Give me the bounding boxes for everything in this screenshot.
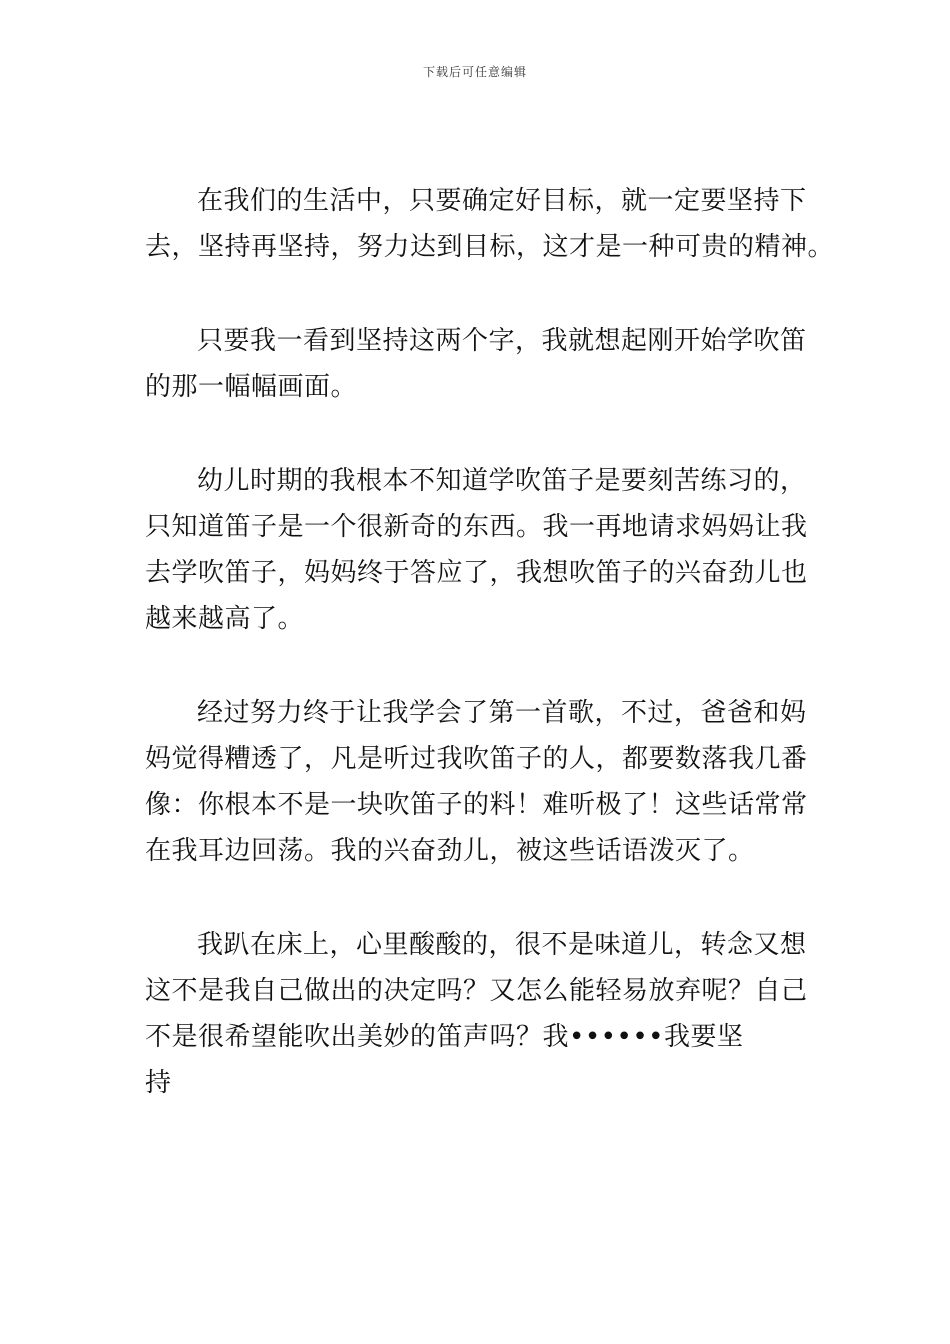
paragraph-line: 在我们的生活中，只要确定好目标，就一定要坚持下 xyxy=(197,186,807,216)
paragraph-3 xyxy=(145,458,810,642)
paragraph-line: 在我耳边回荡。我的兴奋劲儿，被这些话语泼灭了。 xyxy=(145,836,755,866)
paragraph-line: 去学吹笛子，妈妈终于答应了，我想吹笛子的兴奋劲儿也 xyxy=(145,558,808,588)
paragraph-line: 不是很希望能吹出美妙的笛声吗？我••••••我要坚 xyxy=(145,1022,744,1052)
paragraph-line: 去，坚持再坚持，努力达到目标，这才是一种可贵的精神。 xyxy=(145,232,835,262)
paragraph-line: 持 xyxy=(145,1068,172,1098)
paragraph-line: 经过努力终于让我学会了第一首歌，不过，爸爸和妈 xyxy=(197,698,807,728)
page-header: 下载后可任意编辑 xyxy=(422,65,527,79)
paragraph-line: 这不是我自己做出的决定吗？又怎么能轻易放弃呢？自己 xyxy=(145,976,808,1006)
paragraph-line: 的那一幅幅画面。 xyxy=(145,372,358,402)
paragraph-line: 幼儿时期的我根本不知道学吹笛子是要刻苦练习的， xyxy=(197,466,807,496)
paragraph-line: 我趴在床上，心里酸酸的，很不是味道儿，转念又想 xyxy=(197,930,807,960)
paragraph-5 xyxy=(145,922,810,1106)
paragraph-4 xyxy=(145,690,810,874)
paragraph-line: 越来越高了。 xyxy=(145,604,305,634)
paragraph-1 xyxy=(145,178,835,270)
paragraph-line: 只知道笛子是一个很新奇的东西。我一再地请求妈妈让我 xyxy=(145,512,808,542)
paragraph-line: 像：你根本不是一块吹笛子的料！难听极了！这些话常常 xyxy=(145,790,808,820)
paragraph-2 xyxy=(145,318,810,410)
paragraph-line: 只要我一看到坚持这两个字，我就想起刚开始学吹笛 xyxy=(197,326,807,356)
paragraph-line: 妈觉得糟透了，凡是听过我吹笛子的人，都要数落我几番 xyxy=(145,744,808,774)
document-body xyxy=(145,178,835,1154)
